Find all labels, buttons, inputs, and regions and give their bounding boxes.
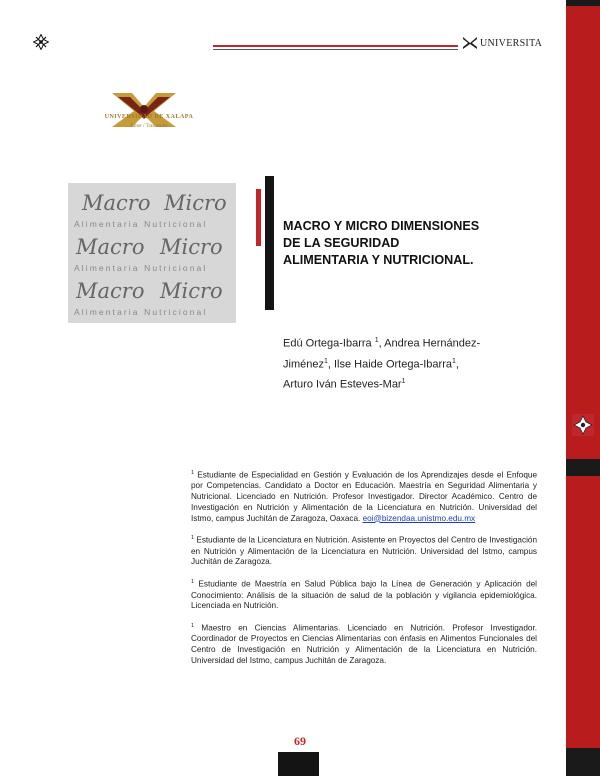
author-2-last: Jiménez [283, 358, 324, 371]
author-2-affil: 1 [323, 357, 328, 365]
author-4: Arturo Iván Esteves-Mar [283, 378, 402, 391]
cover-subtitle: Alimentaria Nutricional [74, 307, 208, 317]
note-4-marker: 1 [191, 622, 195, 629]
title-accent-bar-red [256, 189, 261, 246]
corner-compass-icon [33, 34, 49, 50]
header-rule-red [213, 45, 458, 47]
affiliation-notes [191, 468, 537, 675]
affiliation-note-4 [191, 621, 537, 667]
title-accent-bar-black [265, 176, 274, 310]
cover-subtitle: Alimentaria Nutricional [74, 219, 208, 229]
note-2-text: Estudiante de la Licenciatura en Nutrición. Asistente en Proyectos del Centro de Investigación en Nutrición y Alimentación de la Licenciatura en Nutrición. Universidad del Istmo, campus Juchitán de Zaragoza. [191, 535, 537, 567]
title-line-1: MACRO Y MICRO DIMENSIONES [283, 219, 480, 233]
header-rule-gray [213, 49, 458, 50]
cover-word-macro: Macro [82, 191, 151, 215]
cover-word-micro: Micro [160, 235, 223, 259]
article-title [283, 218, 523, 269]
side-bar-black-mid [566, 459, 600, 476]
side-compass-icon [572, 414, 594, 436]
footer-black-block [278, 752, 319, 776]
university-emblem [104, 74, 194, 144]
side-bar-black-top [566, 0, 600, 6]
author-2-first: , Andrea Hernández- [378, 337, 481, 350]
header-university-logo [462, 35, 562, 51]
note-2-marker: 1 [191, 535, 195, 542]
cover-word-micro: Micro [160, 279, 223, 303]
affiliation-note-3 [191, 577, 537, 612]
header-logo-icon [462, 36, 478, 50]
author-email-link[interactable]: eoi@bizendaa.unistmo.edu.mx [362, 513, 476, 523]
author-4-affil: 1 [401, 378, 406, 386]
cover-subtitle: Alimentaria Nutricional [74, 263, 208, 273]
author-3-affil: 1 [452, 357, 456, 365]
note-1-text: Estudiante de Especialidad en Gestión y Evaluación de los Aprendizajes desde el Enfoque por Competencias. Candidato a Doctor en Educación. Maestría en Seguridad Alimentaria y Nutricional. Licenciado en Nutrición. Profesor Investigador. Director Académico. Centro de Investigación en Nutrición y Alimentación de la Licenciatura en Nutrición. Universidad del Istmo, campus Juchitán de Zaragoza, Oaxaca. [191, 470, 537, 523]
cover-art-row-2 [68, 235, 236, 279]
cover-art-row-1 [68, 191, 236, 235]
title-line-2: DE LA SEGURIDAD [283, 236, 400, 250]
title-line-3: ALIMENTARIA Y NUTRICIONAL. [283, 253, 474, 267]
author-3-comma: , [455, 358, 459, 371]
author-1-affil: 1 [374, 337, 379, 344]
note-4-text: Maestro en Ciencias Alimentarias. Licenciado en Nutrición. Profesor Investigador. Coordinador de Proyectos en Ciencias Alimentarias con énfasis en Alimentos Funcionales del Centro de Investigación en Nutrición y Alimentación de la Licenciatura en Nutrición. Universidad del Istmo, campus Juchitán de Zaragoza. [191, 623, 537, 665]
page-number: 69 [294, 734, 306, 748]
author-1: Edú Ortega-Ibarra [283, 337, 375, 350]
university-name: UNIVERSIDAD DE XALAPA [104, 114, 194, 120]
cover-art-row-3 [68, 279, 236, 323]
article-authors [283, 332, 523, 394]
cover-word-macro: Macro [76, 279, 145, 303]
author-3: , Ilse Haide Ortega-Ibarra [327, 358, 452, 371]
side-bar-black-bottom [566, 748, 600, 776]
header-logo-text: UNIVERSITA [480, 37, 543, 49]
right-side-bar [566, 0, 600, 776]
note-3-marker: 1 [191, 579, 195, 586]
affiliation-note-1 [191, 468, 537, 524]
cover-word-macro: Macro [76, 235, 145, 259]
note-3-text: Estudiante de Maestría en Salud Pública bajo la Línea de Generación y Aplicación del Conocimiento: Análisis de la situación de salud de la población y vigilancia epidemiológica. Licenciada en Nutrición. [191, 579, 537, 611]
affiliation-note-2 [191, 533, 537, 568]
university-motto: Saber / Trascender [130, 124, 168, 129]
note-1-marker: 1 [191, 470, 195, 476]
cover-word-micro: Micro [164, 191, 227, 215]
cover-art-box [68, 183, 236, 323]
